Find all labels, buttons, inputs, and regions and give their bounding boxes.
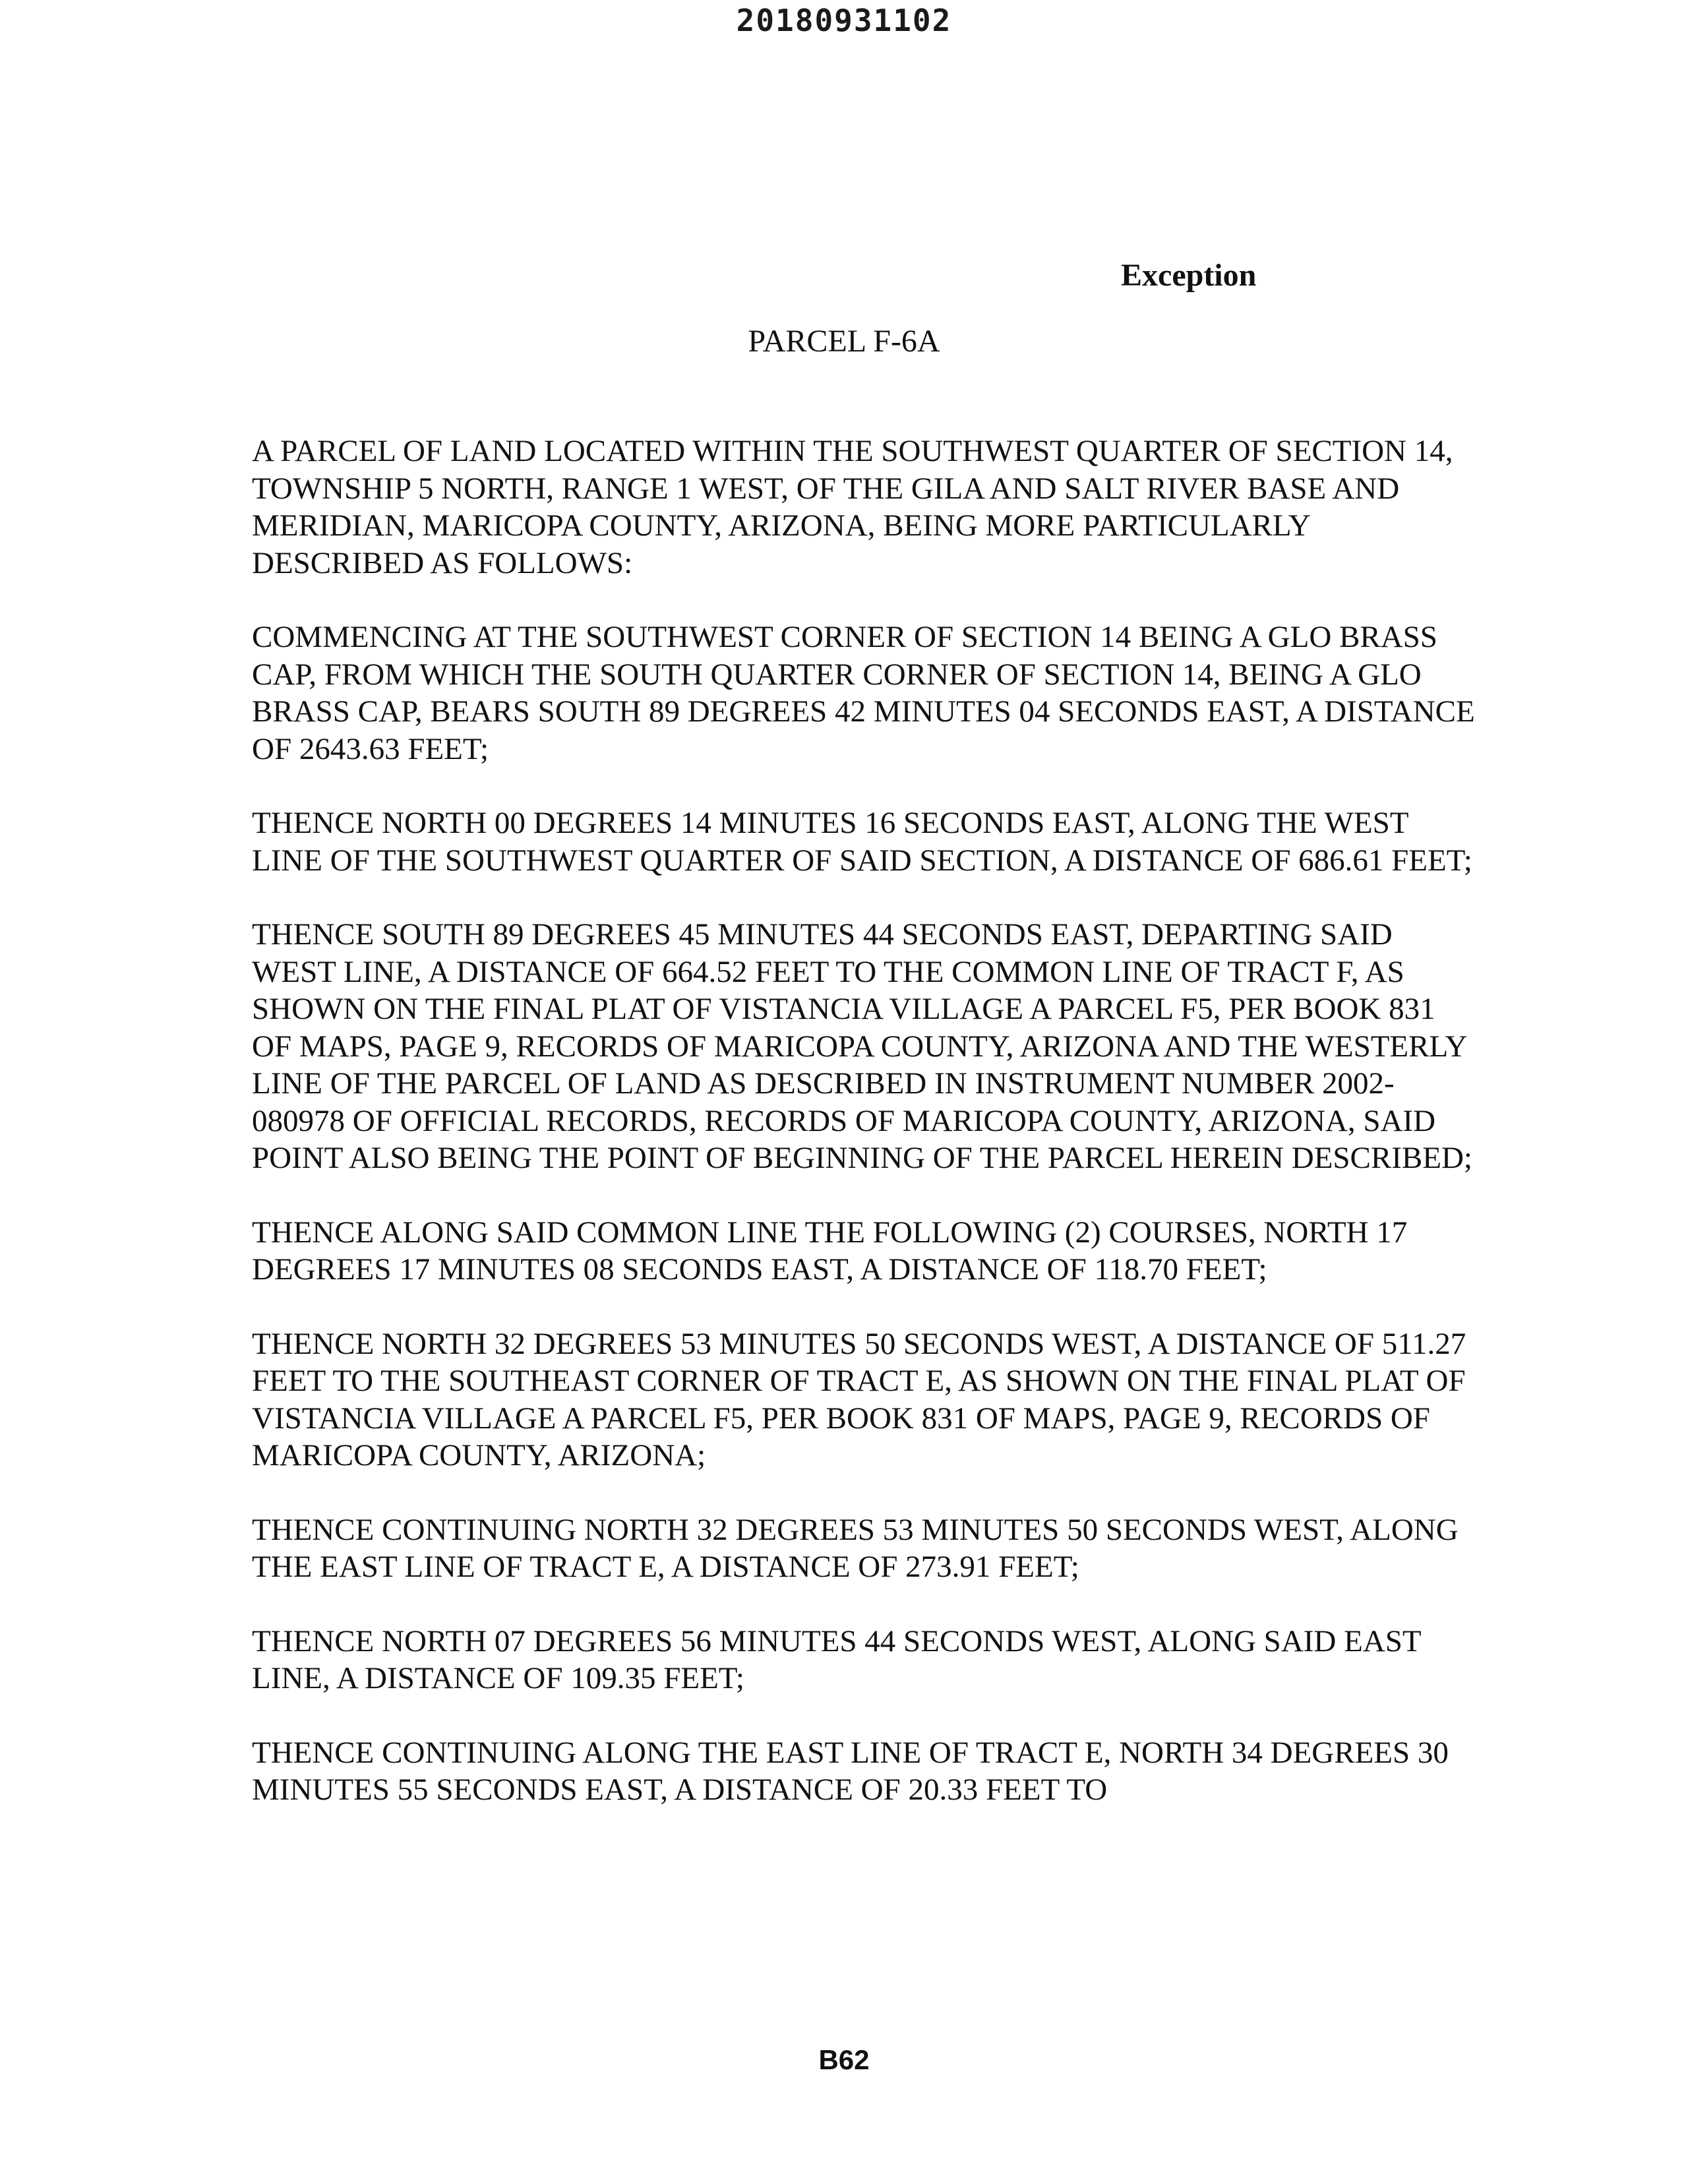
paragraph-commencing: COMMENCING AT THE SOUTHWEST CORNER OF SECTION 14 BEING A GLO BRASS CAP, FROM WHICH THE SOUTH QUARTER CORNER OF SECTION 14, BEING A GLO BRASS CAP, BEARS SOUTH 89 DEGREES 42 MINUTES 04 SECONDS EAST, A DISTANCE OF 2643.63 FEET; <box>252 620 1475 766</box>
paragraph-course-4: THENCE NORTH 32 DEGREES 53 MINUTES 50 SECONDS WEST, A DISTANCE OF 511.27 FEET TO THE SOUTHEAST CORNER OF TRACT E, AS SHOWN ON THE FINAL PLAT OF VISTANCIA VILLAGE A PARCEL F5, PER BOOK 831 OF MAPS, PAGE 9, RECORDS OF MARICOPA COUNTY, ARIZONA; <box>252 1326 1466 1472</box>
paragraph-course-2: THENCE SOUTH 89 DEGREES 45 MINUTES 44 SECONDS EAST, DEPARTING SAID WEST LINE, A DISTANCE OF 664.52 FEET TO THE COMMON LINE OF TRACT F, AS SHOWN ON THE FINAL PLAT OF VISTANCIA VILLAGE A PARCEL F5, PER BOOK 831 OF MAPS, PAGE 9, RECORDS OF MARICOPA COUNTY, ARIZONA AND THE WESTERLY LINE OF THE PARCEL OF LAND AS DESCRIBED IN INSTRUMENT NUMBER 2002-080978 OF OFFICIAL RECORDS, RECORDS OF MARICOPA COUNTY, ARIZONA, SAID POINT ALSO BEING THE POINT OF BEGINNING OF THE PARCEL HEREIN DESCRIBED; <box>252 917 1472 1175</box>
document-number: 20180931102 <box>736 3 952 38</box>
paragraph-course-3: THENCE ALONG SAID COMMON LINE THE FOLLOWING (2) COURSES, NORTH 17 DEGREES 17 MINUTES 08 SECONDS EAST, A DISTANCE OF 118.70 FEET; <box>252 1215 1408 1287</box>
paragraph-course-5: THENCE CONTINUING NORTH 32 DEGREES 53 MINUTES 50 SECONDS WEST, ALONG THE EAST LINE OF TRACT E, A DISTANCE OF 273.91 FEET; <box>252 1512 1459 1584</box>
paragraph-intro: A PARCEL OF LAND LOCATED WITHIN THE SOUTHWEST QUARTER OF SECTION 14, TOWNSHIP 5 NORTH, RANGE 1 WEST, OF THE GILA AND SALT RIVER BASE AND MERIDIAN, MARICOPA COUNTY, ARIZONA, BEING MORE PARTICULARLY DESCRIBED AS FOLLOWS: <box>252 434 1453 580</box>
parcel-title: PARCEL F-6A <box>748 324 940 359</box>
paragraph-course-7: THENCE CONTINUING ALONG THE EAST LINE OF TRACT E, NORTH 34 DEGREES 30 MINUTES 55 SECONDS EAST, A DISTANCE OF 20.33 FEET TO <box>252 1735 1449 1807</box>
legal-description <box>252 433 1478 1846</box>
page-number: B62 <box>818 2044 870 2075</box>
paragraph-course-6: THENCE NORTH 07 DEGREES 56 MINUTES 44 SECONDS WEST, ALONG SAID EAST LINE, A DISTANCE OF 109.35 FEET; <box>252 1623 1421 1695</box>
paragraph-course-1: THENCE NORTH 00 DEGREES 14 MINUTES 16 SECONDS EAST, ALONG THE WEST LINE OF THE SOUTHWEST QUARTER OF SAID SECTION, A DISTANCE OF 686.61 FEET; <box>252 806 1472 878</box>
exception-label: Exception <box>1121 258 1257 293</box>
